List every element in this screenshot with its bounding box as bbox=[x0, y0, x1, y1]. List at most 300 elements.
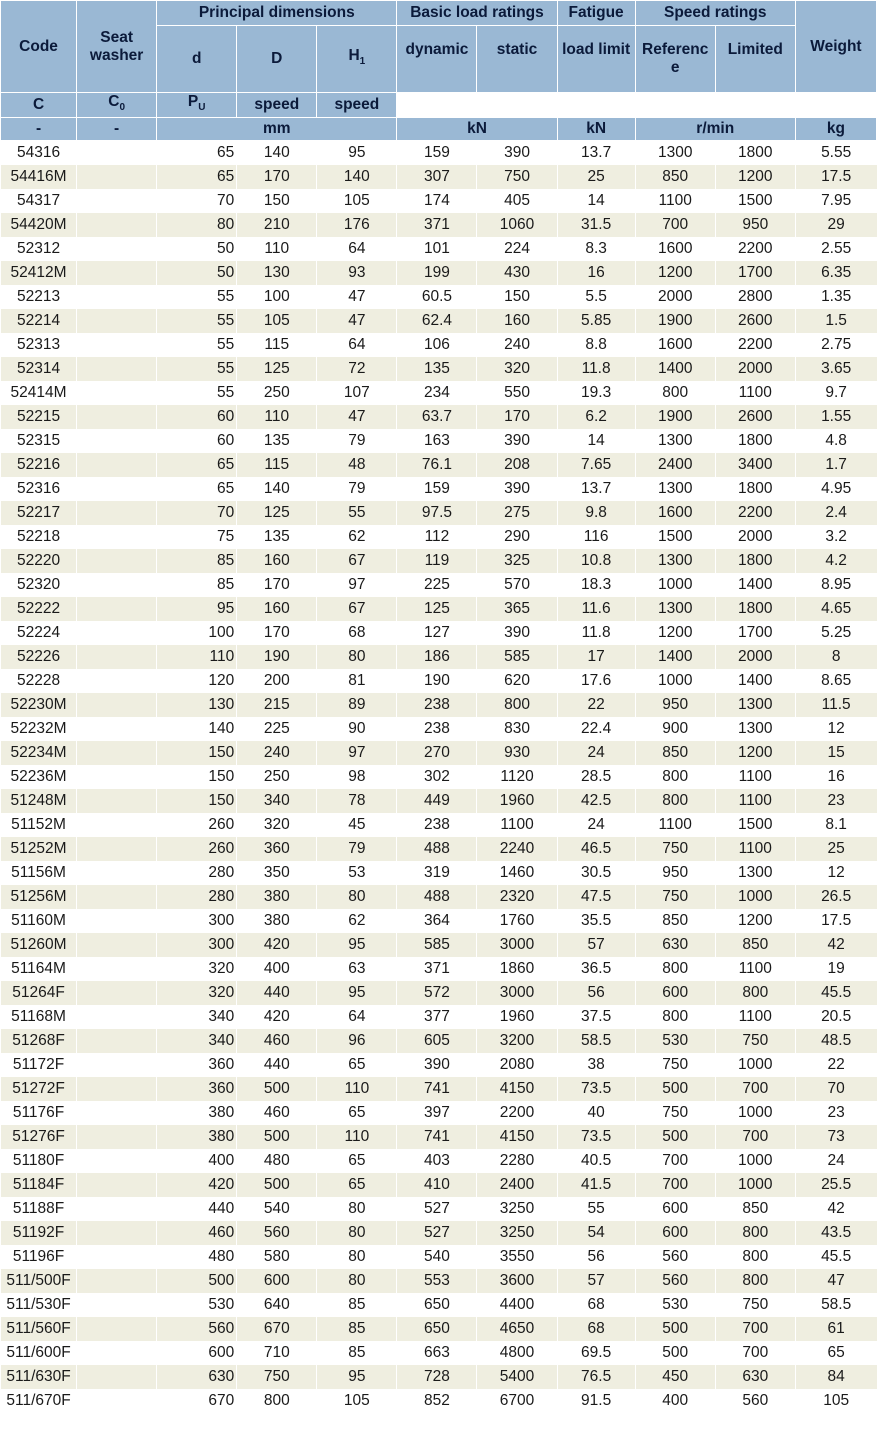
cell-limited-speed: 1400 bbox=[715, 573, 795, 597]
cell-C: 238 bbox=[397, 693, 477, 717]
cell-D: 500 bbox=[237, 1077, 317, 1101]
cell-C: 307 bbox=[397, 165, 477, 189]
cell-reference-speed: 400 bbox=[635, 1389, 715, 1413]
cell-seat-washer bbox=[77, 1317, 157, 1341]
cell-d: 150 bbox=[157, 741, 237, 765]
cell-Pu: 38 bbox=[557, 1053, 635, 1077]
header-speed-ref: speed bbox=[237, 93, 317, 118]
cell-C: 62.4 bbox=[397, 309, 477, 333]
cell-C0: 550 bbox=[477, 381, 557, 405]
cell-seat-washer bbox=[77, 957, 157, 981]
cell-D: 800 bbox=[237, 1389, 317, 1413]
cell-reference-speed: 600 bbox=[635, 981, 715, 1005]
cell-limited-speed: 1100 bbox=[715, 957, 795, 981]
cell-reference-speed: 750 bbox=[635, 1053, 715, 1077]
cell-weight: 45.5 bbox=[795, 981, 876, 1005]
cell-seat-washer bbox=[77, 1077, 157, 1101]
cell-seat-washer bbox=[77, 909, 157, 933]
cell-C0: 390 bbox=[477, 141, 557, 166]
cell-d: 50 bbox=[157, 237, 237, 261]
cell-limited-speed: 1000 bbox=[715, 1173, 795, 1197]
cell-H1: 65 bbox=[317, 1173, 397, 1197]
cell-H1: 79 bbox=[317, 429, 397, 453]
header-code: Code bbox=[1, 1, 77, 93]
cell-Pu: 19.3 bbox=[557, 381, 635, 405]
table-row bbox=[1, 1077, 877, 1101]
cell-code: 52222 bbox=[1, 597, 77, 621]
cell-reference-speed: 560 bbox=[635, 1245, 715, 1269]
cell-Pu: 16 bbox=[557, 261, 635, 285]
cell-d: 65 bbox=[157, 453, 237, 477]
cell-C0: 5400 bbox=[477, 1365, 557, 1389]
cell-D: 140 bbox=[237, 141, 317, 166]
cell-C: 488 bbox=[397, 885, 477, 909]
cell-d: 400 bbox=[157, 1149, 237, 1173]
cell-C: 199 bbox=[397, 261, 477, 285]
header-d: d bbox=[157, 26, 237, 93]
cell-weight: 65 bbox=[795, 1341, 876, 1365]
cell-d: 55 bbox=[157, 285, 237, 309]
cell-Pu: 22 bbox=[557, 693, 635, 717]
cell-d: 75 bbox=[157, 525, 237, 549]
cell-seat-washer bbox=[77, 1365, 157, 1389]
cell-weight: 7.95 bbox=[795, 189, 876, 213]
cell-H1: 110 bbox=[317, 1125, 397, 1149]
cell-reference-speed: 1600 bbox=[635, 333, 715, 357]
cell-H1: 55 bbox=[317, 501, 397, 525]
cell-weight: 17.5 bbox=[795, 909, 876, 933]
cell-Pu: 25 bbox=[557, 165, 635, 189]
cell-limited-speed: 2800 bbox=[715, 285, 795, 309]
cell-code: 52320 bbox=[1, 573, 77, 597]
table-row bbox=[1, 1269, 877, 1293]
table-row bbox=[1, 1173, 877, 1197]
header-Pu-sub: U bbox=[198, 102, 206, 114]
cell-D: 210 bbox=[237, 213, 317, 237]
cell-d: 70 bbox=[157, 189, 237, 213]
cell-D: 360 bbox=[237, 837, 317, 861]
cell-D: 460 bbox=[237, 1029, 317, 1053]
cell-Pu: 11.8 bbox=[557, 357, 635, 381]
header-C: C bbox=[1, 93, 77, 118]
cell-reference-speed: 1300 bbox=[635, 549, 715, 573]
cell-seat-washer bbox=[77, 573, 157, 597]
table-row bbox=[1, 453, 877, 477]
cell-limited-speed: 800 bbox=[715, 1221, 795, 1245]
cell-C: 225 bbox=[397, 573, 477, 597]
cell-C: 190 bbox=[397, 669, 477, 693]
cell-H1: 79 bbox=[317, 837, 397, 861]
cell-C: 63.7 bbox=[397, 405, 477, 429]
cell-code: 52226 bbox=[1, 645, 77, 669]
cell-reference-speed: 560 bbox=[635, 1269, 715, 1293]
cell-D: 130 bbox=[237, 261, 317, 285]
table-row bbox=[1, 237, 877, 261]
cell-d: 100 bbox=[157, 621, 237, 645]
cell-H1: 53 bbox=[317, 861, 397, 885]
cell-H1: 110 bbox=[317, 1077, 397, 1101]
cell-H1: 80 bbox=[317, 645, 397, 669]
cell-Pu: 11.6 bbox=[557, 597, 635, 621]
cell-C0: 3200 bbox=[477, 1029, 557, 1053]
cell-limited-speed: 800 bbox=[715, 1245, 795, 1269]
cell-seat-washer bbox=[77, 885, 157, 909]
cell-reference-speed: 1400 bbox=[635, 357, 715, 381]
table-row bbox=[1, 957, 877, 981]
cell-D: 110 bbox=[237, 405, 317, 429]
cell-seat-washer bbox=[77, 261, 157, 285]
cell-weight: 12 bbox=[795, 861, 876, 885]
cell-C: 125 bbox=[397, 597, 477, 621]
cell-Pu: 17 bbox=[557, 645, 635, 669]
cell-C0: 3600 bbox=[477, 1269, 557, 1293]
cell-C: 527 bbox=[397, 1221, 477, 1245]
cell-limited-speed: 1000 bbox=[715, 1101, 795, 1125]
cell-Pu: 69.5 bbox=[557, 1341, 635, 1365]
cell-C0: 1860 bbox=[477, 957, 557, 981]
cell-C0: 585 bbox=[477, 645, 557, 669]
table-row bbox=[1, 1389, 877, 1413]
cell-Pu: 57 bbox=[557, 933, 635, 957]
cell-D: 580 bbox=[237, 1245, 317, 1269]
cell-d: 130 bbox=[157, 693, 237, 717]
cell-limited-speed: 700 bbox=[715, 1125, 795, 1149]
cell-reference-speed: 900 bbox=[635, 717, 715, 741]
table-row bbox=[1, 933, 877, 957]
cell-reference-speed: 1000 bbox=[635, 669, 715, 693]
cell-H1: 72 bbox=[317, 357, 397, 381]
header-Pu bbox=[157, 93, 237, 118]
cell-C0: 1960 bbox=[477, 789, 557, 813]
cell-reference-speed: 1200 bbox=[635, 621, 715, 645]
cell-H1: 81 bbox=[317, 669, 397, 693]
cell-C: 650 bbox=[397, 1317, 477, 1341]
cell-code: 51276F bbox=[1, 1125, 77, 1149]
cell-D: 240 bbox=[237, 741, 317, 765]
cell-D: 560 bbox=[237, 1221, 317, 1245]
table-row bbox=[1, 501, 877, 525]
cell-seat-washer bbox=[77, 1101, 157, 1125]
cell-reference-speed: 1400 bbox=[635, 645, 715, 669]
cell-H1: 68 bbox=[317, 621, 397, 645]
cell-code: 51172F bbox=[1, 1053, 77, 1077]
cell-H1: 93 bbox=[317, 261, 397, 285]
table-row bbox=[1, 1293, 877, 1317]
cell-weight: 61 bbox=[795, 1317, 876, 1341]
cell-D: 190 bbox=[237, 645, 317, 669]
cell-C0: 320 bbox=[477, 357, 557, 381]
cell-Pu: 36.5 bbox=[557, 957, 635, 981]
cell-H1: 90 bbox=[317, 717, 397, 741]
cell-d: 340 bbox=[157, 1029, 237, 1053]
cell-code: 52214 bbox=[1, 309, 77, 333]
cell-code: 51248M bbox=[1, 789, 77, 813]
cell-H1: 64 bbox=[317, 237, 397, 261]
cell-seat-washer bbox=[77, 453, 157, 477]
cell-H1: 64 bbox=[317, 1005, 397, 1029]
cell-C: 371 bbox=[397, 213, 477, 237]
cell-D: 170 bbox=[237, 165, 317, 189]
cell-C0: 365 bbox=[477, 597, 557, 621]
table-row bbox=[1, 1197, 877, 1221]
table-row bbox=[1, 909, 877, 933]
cell-C0: 275 bbox=[477, 501, 557, 525]
cell-seat-washer bbox=[77, 1053, 157, 1077]
cell-H1: 80 bbox=[317, 1269, 397, 1293]
cell-d: 55 bbox=[157, 333, 237, 357]
cell-limited-speed: 700 bbox=[715, 1077, 795, 1101]
cell-H1: 96 bbox=[317, 1029, 397, 1053]
cell-Pu: 41.5 bbox=[557, 1173, 635, 1197]
cell-seat-washer bbox=[77, 1125, 157, 1149]
cell-Pu: 46.5 bbox=[557, 837, 635, 861]
cell-weight: 1.5 bbox=[795, 309, 876, 333]
cell-C0: 150 bbox=[477, 285, 557, 309]
cell-weight: 9.7 bbox=[795, 381, 876, 405]
cell-weight: 11.5 bbox=[795, 693, 876, 717]
cell-code: 52313 bbox=[1, 333, 77, 357]
cell-d: 260 bbox=[157, 837, 237, 861]
cell-D: 105 bbox=[237, 309, 317, 333]
cell-C0: 2400 bbox=[477, 1173, 557, 1197]
cell-C0: 3250 bbox=[477, 1197, 557, 1221]
unit-seat: - bbox=[77, 118, 157, 141]
cell-H1: 95 bbox=[317, 981, 397, 1005]
cell-reference-speed: 850 bbox=[635, 165, 715, 189]
table-row bbox=[1, 405, 877, 429]
table-row bbox=[1, 717, 877, 741]
cell-d: 380 bbox=[157, 1125, 237, 1149]
cell-H1: 80 bbox=[317, 1245, 397, 1269]
cell-C0: 1060 bbox=[477, 213, 557, 237]
cell-H1: 47 bbox=[317, 309, 397, 333]
cell-D: 710 bbox=[237, 1341, 317, 1365]
cell-D: 115 bbox=[237, 333, 317, 357]
cell-C: 527 bbox=[397, 1197, 477, 1221]
cell-seat-washer bbox=[77, 741, 157, 765]
table-row bbox=[1, 1341, 877, 1365]
cell-seat-washer bbox=[77, 621, 157, 645]
cell-C0: 570 bbox=[477, 573, 557, 597]
cell-code: 511/670F bbox=[1, 1389, 77, 1413]
cell-Pu: 37.5 bbox=[557, 1005, 635, 1029]
cell-D: 140 bbox=[237, 477, 317, 501]
cell-d: 560 bbox=[157, 1317, 237, 1341]
cell-reference-speed: 950 bbox=[635, 861, 715, 885]
cell-C: 449 bbox=[397, 789, 477, 813]
cell-C0: 290 bbox=[477, 525, 557, 549]
cell-D: 420 bbox=[237, 933, 317, 957]
cell-seat-washer bbox=[77, 1221, 157, 1245]
cell-weight: 2.55 bbox=[795, 237, 876, 261]
cell-C0: 2200 bbox=[477, 1101, 557, 1125]
cell-seat-washer bbox=[77, 933, 157, 957]
cell-Pu: 73.5 bbox=[557, 1125, 635, 1149]
cell-weight: 43.5 bbox=[795, 1221, 876, 1245]
cell-weight: 8.1 bbox=[795, 813, 876, 837]
cell-C: 488 bbox=[397, 837, 477, 861]
cell-Pu: 68 bbox=[557, 1317, 635, 1341]
cell-code: 52213 bbox=[1, 285, 77, 309]
cell-Pu: 22.4 bbox=[557, 717, 635, 741]
cell-C: 127 bbox=[397, 621, 477, 645]
cell-C0: 750 bbox=[477, 165, 557, 189]
cell-H1: 78 bbox=[317, 789, 397, 813]
cell-weight: 1.7 bbox=[795, 453, 876, 477]
cell-H1: 79 bbox=[317, 477, 397, 501]
cell-seat-washer bbox=[77, 549, 157, 573]
cell-limited-speed: 1500 bbox=[715, 189, 795, 213]
cell-H1: 45 bbox=[317, 813, 397, 837]
cell-code: 51164M bbox=[1, 957, 77, 981]
cell-H1: 176 bbox=[317, 213, 397, 237]
cell-reference-speed: 1600 bbox=[635, 501, 715, 525]
table-row bbox=[1, 885, 877, 909]
cell-limited-speed: 1700 bbox=[715, 621, 795, 645]
header-H1-letter: H bbox=[348, 46, 360, 64]
cell-weight: 4.65 bbox=[795, 597, 876, 621]
cell-H1: 62 bbox=[317, 909, 397, 933]
cell-H1: 85 bbox=[317, 1341, 397, 1365]
cell-C0: 1100 bbox=[477, 813, 557, 837]
cell-D: 380 bbox=[237, 909, 317, 933]
cell-reference-speed: 530 bbox=[635, 1293, 715, 1317]
cell-d: 320 bbox=[157, 957, 237, 981]
unit-weight: kg bbox=[795, 118, 876, 141]
cell-H1: 62 bbox=[317, 525, 397, 549]
cell-weight: 4.2 bbox=[795, 549, 876, 573]
cell-C0: 224 bbox=[477, 237, 557, 261]
cell-C0: 208 bbox=[477, 453, 557, 477]
cell-code: 52217 bbox=[1, 501, 77, 525]
cell-weight: 2.75 bbox=[795, 333, 876, 357]
header-fatigue: Fatigue bbox=[557, 1, 635, 26]
unit-code: - bbox=[1, 118, 77, 141]
cell-C: 234 bbox=[397, 381, 477, 405]
cell-D: 160 bbox=[237, 597, 317, 621]
cell-seat-washer bbox=[77, 309, 157, 333]
cell-weight: 24 bbox=[795, 1149, 876, 1173]
cell-seat-washer bbox=[77, 1269, 157, 1293]
cell-reference-speed: 800 bbox=[635, 957, 715, 981]
cell-d: 670 bbox=[157, 1389, 237, 1413]
cell-C: 572 bbox=[397, 981, 477, 1005]
cell-d: 300 bbox=[157, 909, 237, 933]
cell-code: 52315 bbox=[1, 429, 77, 453]
cell-C0: 390 bbox=[477, 621, 557, 645]
cell-D: 400 bbox=[237, 957, 317, 981]
cell-weight: 3.2 bbox=[795, 525, 876, 549]
header-seat-washer: Seat washer bbox=[77, 1, 157, 93]
header-reference-a: Referenc bbox=[642, 41, 709, 58]
cell-limited-speed: 1800 bbox=[715, 141, 795, 166]
header-load-limit: load limit bbox=[557, 26, 635, 93]
header-C0-letter: C bbox=[108, 93, 120, 110]
table-row bbox=[1, 837, 877, 861]
cell-Pu: 8.3 bbox=[557, 237, 635, 261]
cell-seat-washer bbox=[77, 237, 157, 261]
cell-reference-speed: 1000 bbox=[635, 573, 715, 597]
cell-seat-washer bbox=[77, 981, 157, 1005]
cell-C0: 240 bbox=[477, 333, 557, 357]
cell-D: 500 bbox=[237, 1125, 317, 1149]
cell-C: 605 bbox=[397, 1029, 477, 1053]
cell-code: 52314 bbox=[1, 357, 77, 381]
cell-C0: 170 bbox=[477, 405, 557, 429]
table-row bbox=[1, 429, 877, 453]
cell-weight: 29 bbox=[795, 213, 876, 237]
cell-C: 76.1 bbox=[397, 453, 477, 477]
cell-limited-speed: 1200 bbox=[715, 909, 795, 933]
cell-C: 650 bbox=[397, 1293, 477, 1317]
cell-weight: 16 bbox=[795, 765, 876, 789]
cell-limited-speed: 1100 bbox=[715, 837, 795, 861]
cell-seat-washer bbox=[77, 525, 157, 549]
table-row bbox=[1, 1029, 877, 1053]
cell-Pu: 14 bbox=[557, 429, 635, 453]
cell-C: 741 bbox=[397, 1125, 477, 1149]
header-static: static bbox=[477, 26, 557, 93]
table-row bbox=[1, 525, 877, 549]
cell-C0: 1960 bbox=[477, 1005, 557, 1029]
cell-C0: 4150 bbox=[477, 1125, 557, 1149]
cell-Pu: 13.7 bbox=[557, 141, 635, 166]
cell-C: 397 bbox=[397, 1101, 477, 1125]
cell-D: 500 bbox=[237, 1173, 317, 1197]
table-row bbox=[1, 189, 877, 213]
cell-d: 300 bbox=[157, 933, 237, 957]
cell-code: 52412M bbox=[1, 261, 77, 285]
cell-C: 60.5 bbox=[397, 285, 477, 309]
cell-C: 186 bbox=[397, 645, 477, 669]
cell-code: 52218 bbox=[1, 525, 77, 549]
cell-D: 320 bbox=[237, 813, 317, 837]
cell-code: 52228 bbox=[1, 669, 77, 693]
cell-reference-speed: 1900 bbox=[635, 405, 715, 429]
cell-limited-speed: 800 bbox=[715, 981, 795, 1005]
cell-seat-washer bbox=[77, 141, 157, 166]
cell-limited-speed: 700 bbox=[715, 1317, 795, 1341]
cell-H1: 85 bbox=[317, 1293, 397, 1317]
cell-limited-speed: 950 bbox=[715, 213, 795, 237]
cell-code: 52216 bbox=[1, 453, 77, 477]
cell-limited-speed: 1000 bbox=[715, 885, 795, 909]
cell-limited-speed: 1500 bbox=[715, 813, 795, 837]
cell-C: 371 bbox=[397, 957, 477, 981]
cell-reference-speed: 600 bbox=[635, 1221, 715, 1245]
cell-C: 159 bbox=[397, 141, 477, 166]
cell-limited-speed: 2600 bbox=[715, 309, 795, 333]
cell-C0: 2280 bbox=[477, 1149, 557, 1173]
cell-H1: 47 bbox=[317, 285, 397, 309]
cell-d: 70 bbox=[157, 501, 237, 525]
cell-reference-speed: 500 bbox=[635, 1317, 715, 1341]
cell-limited-speed: 850 bbox=[715, 933, 795, 957]
cell-D: 350 bbox=[237, 861, 317, 885]
table-row bbox=[1, 549, 877, 573]
cell-seat-washer bbox=[77, 789, 157, 813]
cell-code: 511/560F bbox=[1, 1317, 77, 1341]
table-row bbox=[1, 1365, 877, 1389]
cell-C0: 1460 bbox=[477, 861, 557, 885]
cell-d: 55 bbox=[157, 309, 237, 333]
cell-weight: 70 bbox=[795, 1077, 876, 1101]
cell-C0: 3000 bbox=[477, 981, 557, 1005]
cell-C: 238 bbox=[397, 813, 477, 837]
cell-d: 480 bbox=[157, 1245, 237, 1269]
header-C0-sub: 0 bbox=[119, 102, 125, 114]
cell-D: 125 bbox=[237, 357, 317, 381]
